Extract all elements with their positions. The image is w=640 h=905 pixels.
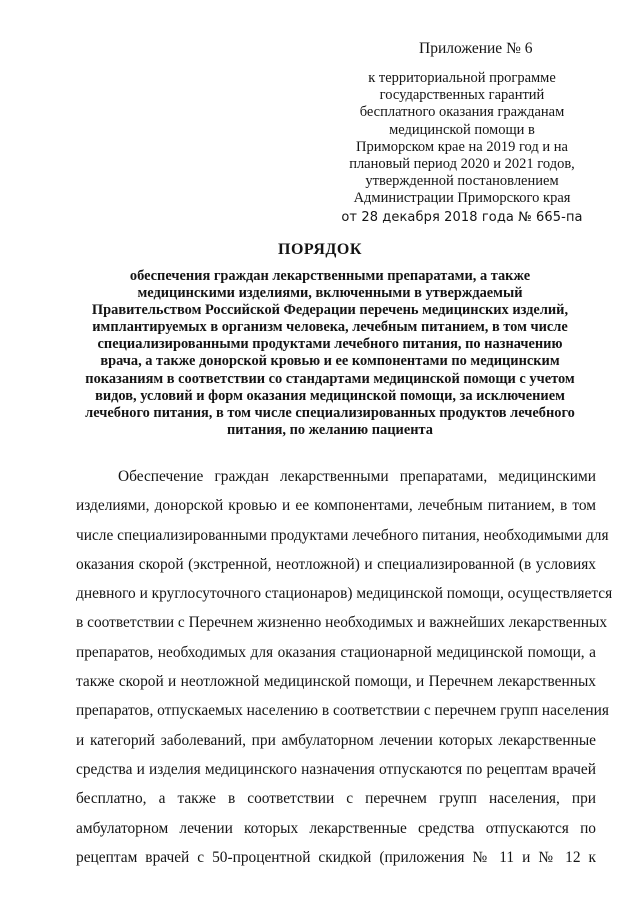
appendix-lines bbox=[331, 70, 593, 226]
subtitle-line: специализированными продуктами лечебного питания, по назначению bbox=[97, 336, 563, 353]
appendix-line: к территориальной программе bbox=[368, 70, 556, 86]
subtitle-line: медицинскими изделиями, включенными в утверждаемый bbox=[137, 285, 523, 302]
approval-stamp-line: от 28 декабря 2018 года № 665-па bbox=[341, 209, 583, 225]
body-line: препаратов, необходимых для оказания стационарной медицинской помощи, а bbox=[76, 643, 596, 661]
appendix-line: бесплатного оказания гражданам bbox=[359, 104, 565, 121]
appendix-line: утвержденной постановлением bbox=[365, 173, 559, 190]
body-line: бесплатно, а также в соответствии с перечнем групп населения, при bbox=[76, 790, 596, 808]
body-paragraph bbox=[76, 462, 613, 872]
appendix-line: государственных гарантий bbox=[379, 87, 545, 104]
document-title: ПОРЯДОК bbox=[278, 241, 362, 258]
body-line: числе специализированными продуктами лечебного питания, необходимыми для bbox=[76, 526, 609, 544]
body-line: рецептам врачей с 50-процентной скидкой (приложения № 11 и № 12 к bbox=[76, 848, 596, 866]
body-line: амбулаторном лечении которых лекарственные средства отпускаются по bbox=[76, 819, 596, 837]
appendix-line: Администрации Приморского края bbox=[353, 190, 571, 207]
appendix-number: Приложение № 6 bbox=[419, 40, 533, 57]
body-line: оказания скорой (экстренной, неотложной) и специализированной (в условиях bbox=[76, 555, 596, 573]
appendix-line: медицинской помощи в bbox=[389, 121, 535, 138]
subtitle-line: видов, условий и форм оказания медицинской помощи, за исключением bbox=[95, 387, 565, 404]
body-line: средства и изделия медицинского назначения отпускаются по рецептам врачей bbox=[76, 760, 596, 778]
appendix-header bbox=[331, 40, 593, 226]
appendix-line: плановый период 2020 и 2021 годов, bbox=[349, 156, 575, 173]
body-line: дневного и круглосуточного стационаров) медицинской помощи, осуществляется bbox=[76, 585, 613, 603]
subtitle-line: врача, а также донорской кровью и ее компонентами по медицинским bbox=[100, 353, 560, 370]
appendix-line: Приморском крае на 2019 год и на bbox=[356, 138, 568, 155]
subtitle-line: обеспечения граждан лекарственными препаратами, а также bbox=[129, 268, 531, 284]
body-line: изделиями, донорской кровью и ее компонентами, лечебным питанием, в том bbox=[76, 497, 596, 515]
subtitle-line: лечебного питания, в том числе специализированных продуктов лечебного bbox=[85, 404, 575, 421]
subtitle-line: Правительством Российской Федерации перечень медицинских изделий, bbox=[91, 302, 569, 319]
subtitle-line: показаниям в соответствии со стандартами медицинской помощи с учетом bbox=[85, 370, 575, 387]
body-line: препаратов, отпускаемых населению в соответствии с перечнем групп населения bbox=[76, 702, 609, 720]
body-line: и категорий заболеваний, при амбулаторном лечении которых лекарственные bbox=[76, 731, 596, 749]
subtitle-line: питания, по желанию пациента bbox=[227, 421, 433, 438]
body-line: также скорой и неотложной медицинской помощи, и Перечнем лекарственных bbox=[76, 673, 596, 691]
subtitle-line: имплантируемых в организм человека, лечебным питанием, в том числе bbox=[92, 319, 568, 336]
body-line: Обеспечение граждан лекарственными препаратами, медицинскими bbox=[118, 468, 596, 485]
document-subtitle bbox=[70, 268, 590, 439]
body-line: в соответствии с Перечнем жизненно необходимых и важнейших лекарственных bbox=[76, 614, 608, 632]
